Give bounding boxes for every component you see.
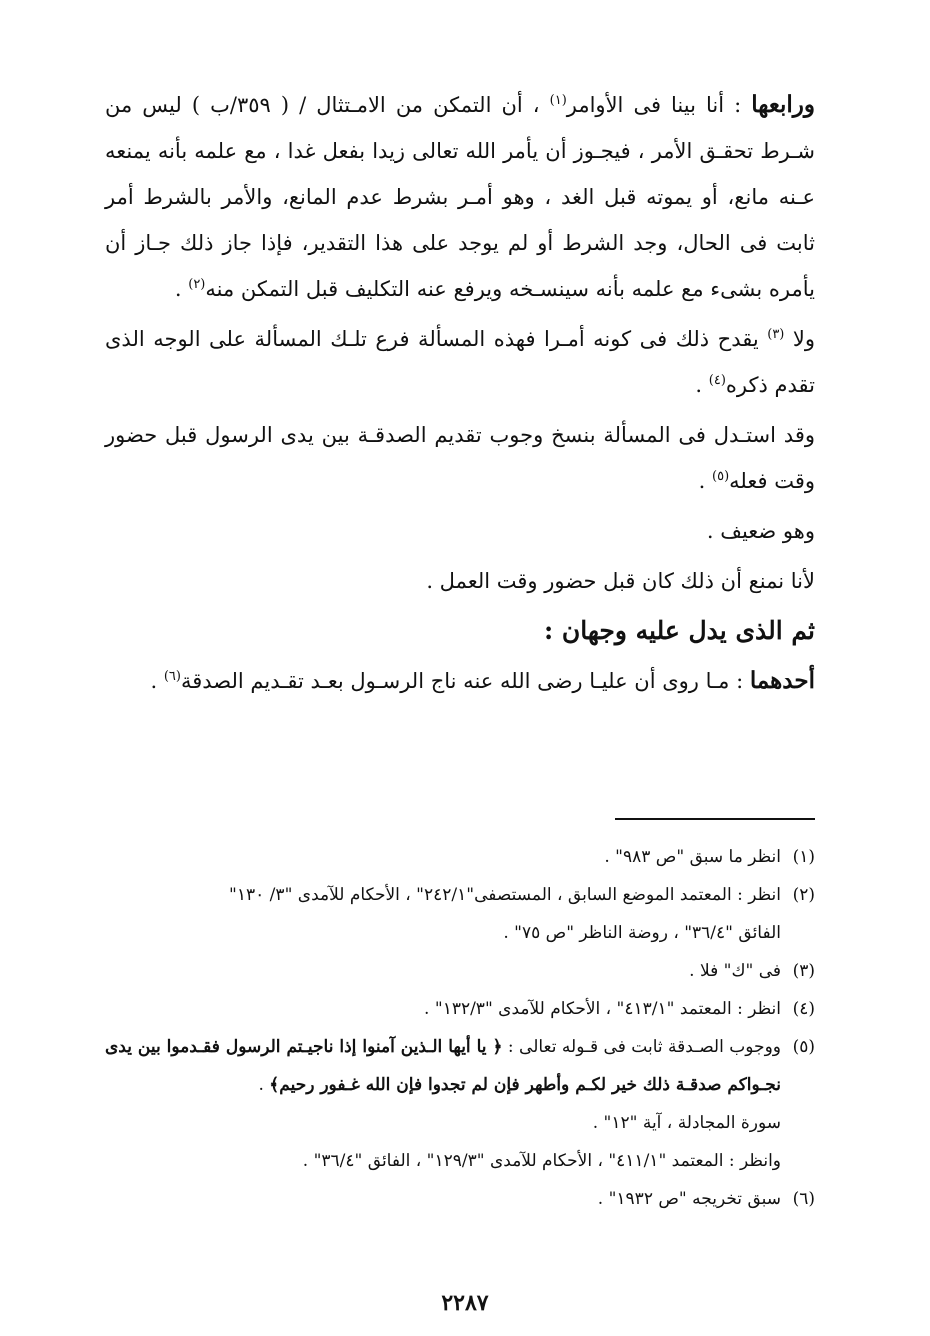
paragraph-text: وقد استـدل فى المسألة بنسخ وجوب تقديم الصدقـة بين يدى الرسول قبل حضور وقت فعله [105,423,815,493]
paragraph-end: . [698,469,712,493]
footnote-2 [105,876,815,914]
footnotes [105,838,815,1218]
paragraph-lead: ورابعها [751,91,815,118]
footnote-text: انظر : المعتمد "٤١٣/١" ، الأحكام للآمدى "١٣٢/٣" . [424,999,781,1019]
footnote-text: انظر ما سبق "ص ٩٨٣" . [604,847,781,867]
footnote-number: (٦) [792,1189,815,1209]
main-text [105,82,815,708]
footnote-ref: (٤) [708,373,726,388]
paragraph-2 [105,316,815,408]
footnote-5-continuation: وانظر : المعتمد "٤١١/١" ، الأحكام للآمدى "١٢٩/٣" ، الفائق "٣٦/٤" . [302,1151,781,1171]
paragraph-end: . [150,669,164,693]
page-number: ٢٢٨٧ [441,1290,489,1316]
section-heading: ثم الذى يدل عليه وجهان : [543,616,815,645]
paragraph-end: . [695,373,709,397]
footnote-text: فى "ك" فلا . [689,961,781,981]
paragraph-lead: أحدهما [749,667,815,694]
footnote-number: (٣) [792,961,815,981]
footnote-ref: (١) [549,93,567,108]
footnote-5 [105,1028,815,1104]
paragraph-4: وهو ضعيف . [706,519,815,543]
footnote-number: (٢) [792,885,815,905]
paragraph-end: . [174,277,189,301]
footnote-separator [615,818,815,820]
footnote-text: سبق تخريجه "ص ١٩٣٢" . [597,1189,781,1209]
footnote-text: ووجوب الصـدقة ثابت فى قـوله تعالى : [502,1037,781,1057]
footnote-number: (١) [792,847,815,867]
footnote-ref: (٢) [188,277,206,292]
footnote-6 [105,1180,815,1218]
footnote-2-continuation: الفائق "٣٦/٤" ، روضة الناظر "ص ٧٥" . [503,923,781,943]
paragraph-5: لأنا نمنع أن ذلك كان قبل حضور وقت العمل . [426,569,815,593]
footnote-1 [105,838,815,876]
footnote-end: . [258,1075,270,1095]
footnote-5-continuation: سورة المجادلة ، آية "١٢" . [592,1113,781,1133]
footnote-text: انظر : المعتمد الموضع السابق ، المستصفى"٢٤٢/١" ، الأحكام للآمدى "٣/ ١٣٠" [229,885,781,905]
footnote-ref: (٣) [767,327,785,342]
paragraph-6 [105,658,815,704]
footnote-3 [105,952,815,990]
paragraph-text: ، أن التمكن من الامـتثال / ( ٣٥٩/ب ) ليس من شـرط تحقـق الأمر ، فيجـوز أن يأمر الله تعالى زيدا بفعل غدا ، مع علمه بأنه يمنعه عـنه مانع، أو يموته قبل الغد ، وهو أمـر بشرط عدم المانع، والأمر بالشرط أمر ثابت فى الحال، وجد الشرط أو لم يوجد على هذا التقدير، فإذا جاز ذلك جـاز أن يأمره بشىء مع علمه بأنه سينسـخه ويرفع عنه التكليف قبل التمكن منه [105,93,815,301]
paragraph-text: : مـا روى أن عليـا رضى الله عنه ناج الرسـول بعـد تقـديم الصدقة [180,669,744,693]
footnote-ref: (٥) [712,469,730,484]
quran-quote: ﴿ يا أيها الـذين آمنوا إذا ناجيـتم الرسول فقـدموا بين يدى نجـواكم صدقـة ذلك خير لكـم وأطهر فإن لم تجدوا فإن الله غـفور رحيم﴾ [105,1037,781,1095]
paragraph-text: يقدح ذلك فى كونه أمـرا فهذه المسألة فرع تلـك المسألة على الوجه الذى تقدم ذكره [105,327,815,397]
footnote-number: (٤) [792,999,815,1019]
footnote-4 [105,990,815,1028]
paragraph-text: : أنا بينا فى الأوامر [566,93,742,117]
paragraph-text: ولا [784,327,816,351]
footnote-ref: (٦) [163,669,181,684]
footnote-number: (٥) [792,1037,815,1057]
paragraph-3 [105,412,815,504]
paragraph-1 [105,82,815,312]
